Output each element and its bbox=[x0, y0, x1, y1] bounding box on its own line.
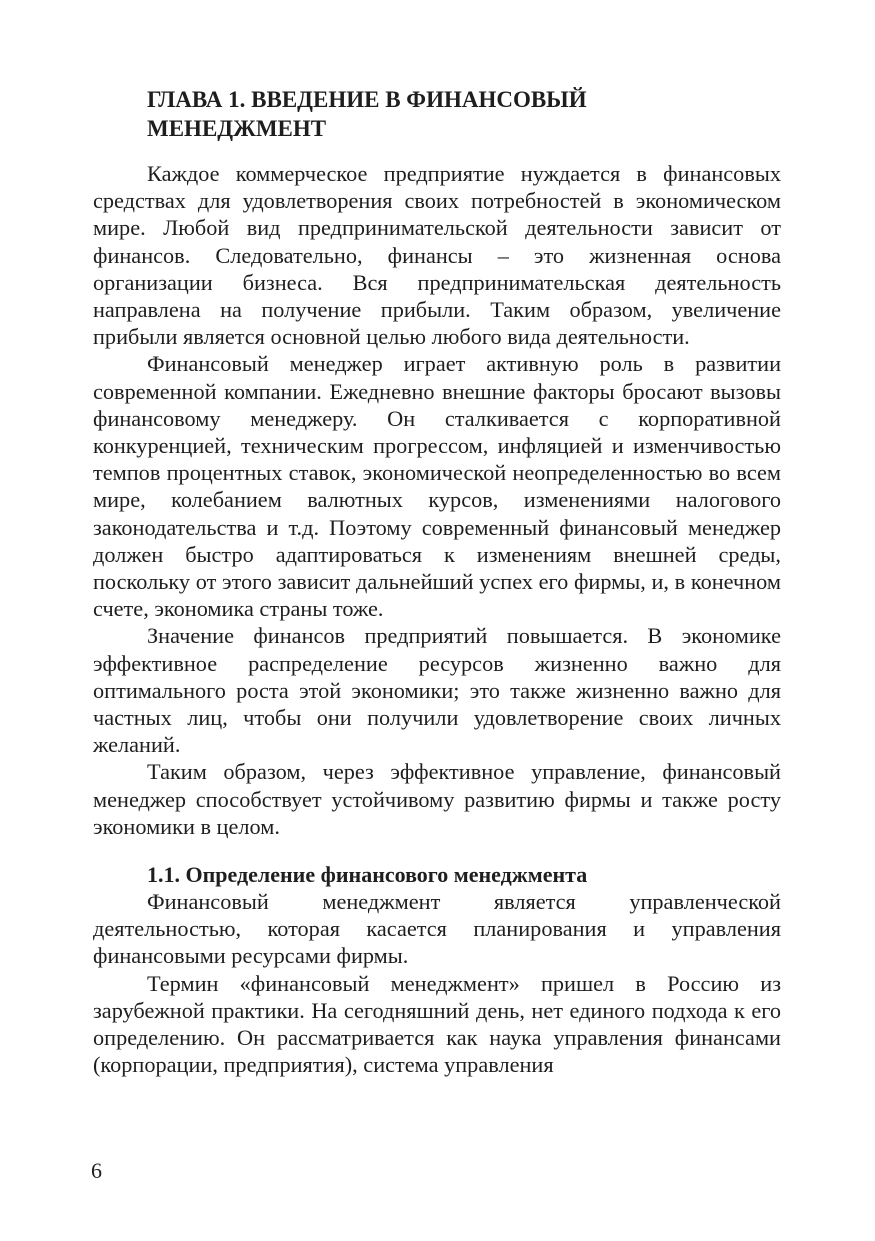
chapter-title bbox=[93, 85, 781, 143]
text-column bbox=[93, 85, 781, 1079]
intro-paragraph-4: Таким образом, через эффективное управление, финансовый менеджер способствует устойчивому развитию фирмы и также росту экономики в целом. bbox=[93, 759, 781, 839]
section-paragraph-1: Финансовый менеджмент является управленческой деятельностью, которая касается планирования и управления финансовыми ресурсами фирмы. bbox=[93, 889, 781, 969]
intro-paragraph-1: Каждое коммерческое предприятие нуждается в финансовых средствах для удовлетворения своих потребностей в экономическом мире. Любой вид предпринимательской деятельности зависит от финансов. Следовательно, финансы – это жизненная основа организации бизнеса. Вся предпринимательская деятельность направлена на получение прибыли. Таким образом, увеличение прибыли является основной целью любого вида деятельности. bbox=[93, 161, 781, 350]
section-title: 1.1. Определение финансового менеджмента bbox=[147, 862, 588, 888]
intro-paragraph-3: Значение финансов предприятий повышается. В экономике эффективное распределение ресурсов жизненно важно для оптимального роста этой экономики; это также жизненно важно для частных лиц, чтобы они получили удовлетворение своих личных желаний. bbox=[93, 623, 781, 758]
section-paragraph-2: Термин «финансовый менеджмент» пришел в Россию из зарубежной практики. На сегодняшний день, нет единого подхода к его определению. Он рассматривается как наука управления финансами (корпорации, предприятия), система управления bbox=[93, 970, 781, 1078]
chapter-title-line-2: МЕНЕДЖМЕНТ bbox=[147, 116, 327, 141]
page-number: 6 bbox=[91, 1158, 102, 1183]
intro-paragraph-2: Финансовый менеджер играет активную роль в развитии современной компании. Ежедневно внешние факторы бросают вызовы финансовому менеджеру. Он сталкивается с корпоративной конкуренцией, техническим прогрессом, инфляцией и изменчивостью темпов процентных ставок, экономической неопределенностью во всем мире, колебанием валютных курсов, изменениями налогового законодательства и т.д. Поэтому современный финансовый менеджер должен быстро адаптироваться к изменениям внешней среды, поскольку от этого зависит дальнейший успех его фирмы, и, в конечном счете, экономика страны тоже. bbox=[93, 351, 781, 622]
chapter-title-line-1: ГЛАВА 1. ВВЕДЕНИЕ В ФИНАНСОВЫЙ bbox=[147, 87, 587, 112]
